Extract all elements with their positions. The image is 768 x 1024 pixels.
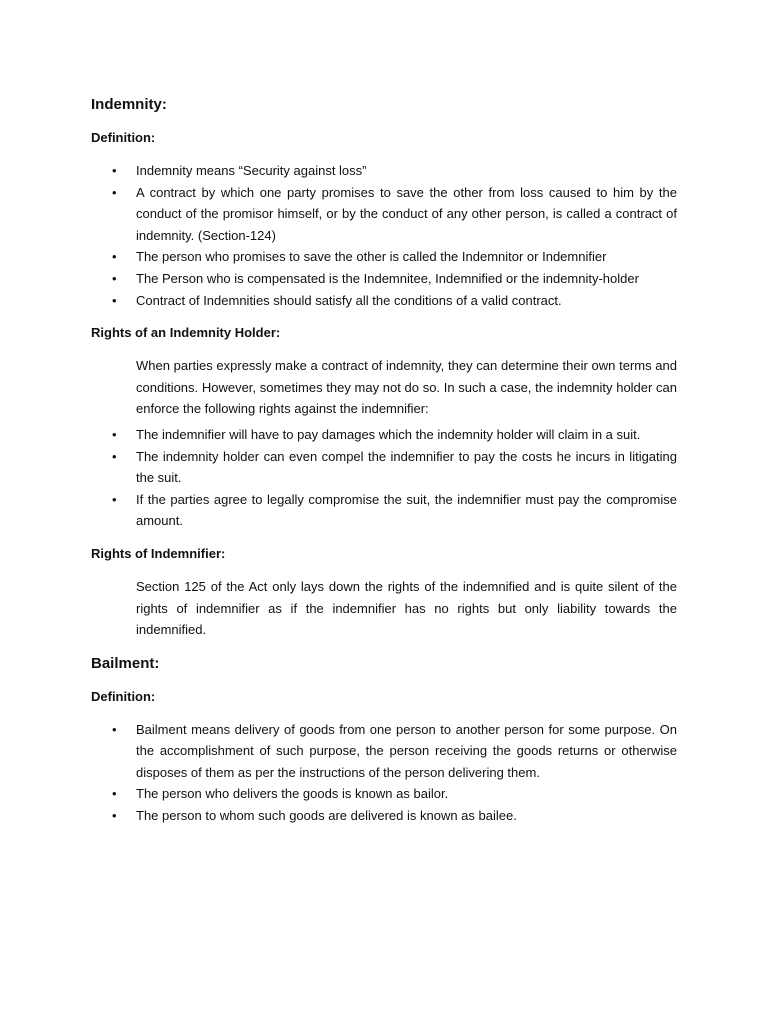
indemnity-title: Indemnity: [91,96,167,113]
bullet-icon: • [112,808,117,824]
indemnity-holder-list [91,424,677,532]
indemnity-holder-heading: Rights of an Indemnity Holder: [91,325,281,341]
bullet-icon: • [112,786,117,802]
indemnity-definition-list [91,160,677,311]
list-item [91,719,677,784]
bailment-definition-heading: Definition: [91,688,156,704]
list-item-text: The person who delivers the goods is known as bailor. [136,786,449,802]
indemnity-holder-intro: When parties expressly make a contract of indemnity, they can determine their own terms and conditions. However, sometimes they may not do so. In such a case, the indemnity holder can enforce the following rights against the indemnifier: [136,358,677,417]
bullet-icon: • [112,270,117,286]
list-item [91,446,677,489]
list-item [91,805,677,827]
list-item-text: Contract of Indemnities should satisfy all the conditions of a valid contract. [136,292,562,308]
indemnifier-rights-heading: Rights of Indemnifier: [91,545,226,561]
list-item-text: The person to whom such goods are delivered is known as bailee. [136,808,517,824]
list-item-text: Indemnity means “Security against loss” [136,163,367,178]
list-item-text: The indemnifier will have to pay damages which the indemnity holder will claim in a suit. [136,426,641,442]
bullet-icon: • [112,491,117,507]
list-item [91,160,677,182]
list-item-text: The person who promises to save the other is called the Indemnitor or Indemnifier [136,249,607,265]
bullet-icon: • [112,448,117,464]
list-item-text: The indemnity holder can even compel the indemnifier to pay the costs he incurs in litigating the suit. [136,448,677,486]
bullet-icon: • [112,721,117,737]
indemnity-definition-heading: Definition: [91,130,156,145]
list-item [91,783,677,805]
bullet-icon: • [112,184,117,200]
list-item [91,489,677,532]
bailment-definition-list [91,719,677,827]
document-content [91,94,677,839]
indemnifier-rights-text: Section 125 of the Act only lays down the rights of the indemnified and is quite silent of the rights of indemnifier as if the indemnifier has no rights but only liability towards the indemnified. [136,578,677,638]
list-item-text: Bailment means delivery of goods from one person to another person for some purpose. On the accomplishment of such purpose, the person receiving the goods returns or otherwise disposes of them as per the instructions of the person delivering them. [136,721,677,780]
list-item-text: If the parties agree to legally compromise the suit, the indemnifier must pay the compromise amount. [136,491,677,529]
list-item [91,290,677,312]
list-item-text: A contract by which one party promises to save the other from loss caused to him by the conduct of the promisor himself, or by the conduct of any other person, is called a contract of indemnity. (Section-124) [136,184,677,243]
bullet-icon: • [112,163,117,178]
list-item [91,268,677,290]
list-item [91,424,677,446]
list-item [91,182,677,247]
list-item-text: The Person who is compensated is the Indemnitee, Indemnified or the indemnity-holder [136,270,639,286]
bullet-icon: • [112,292,117,308]
list-item [91,246,677,268]
bailment-title: Bailment: [91,654,160,672]
bullet-icon: • [112,426,117,442]
bullet-icon: • [112,249,117,265]
